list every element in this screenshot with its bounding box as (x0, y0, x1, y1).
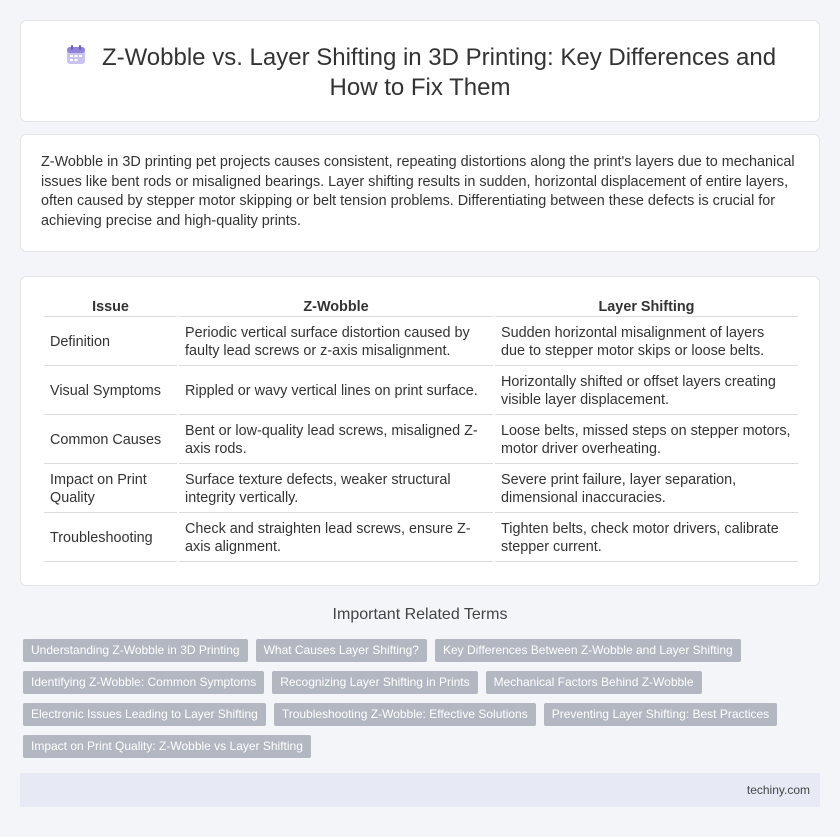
header-issue: Issue (44, 297, 177, 317)
comparison-card (20, 276, 820, 586)
intro-card (20, 134, 820, 252)
related-term-tag[interactable]: Preventing Layer Shifting: Best Practices (544, 703, 777, 726)
table-row (44, 319, 798, 366)
related-term-tag[interactable]: Key Differences Between Z-Wobble and Layer Shifting (435, 639, 741, 662)
z-wobble-cell: Surface texture defects, weaker structural integrity vertically. (179, 466, 493, 513)
layer-shifting-cell: Severe print failure, layer separation, dimensional inaccuracies. (495, 466, 798, 513)
z-wobble-cell: Check and straighten lead screws, ensure Z-axis alignment. (179, 515, 493, 562)
page-title (21, 43, 819, 103)
z-wobble-cell: Periodic vertical surface distortion caused by faulty lead screws or z-axis misalignment. (179, 319, 493, 366)
footer-site-link[interactable]: techiny.com (746, 783, 810, 797)
table-header-row (44, 297, 798, 317)
layer-shifting-cell: Sudden horizontal misalignment of layers due to stepper motor skips or loose belts. (495, 319, 798, 366)
header-layer-shifting: Layer Shifting (495, 297, 798, 317)
row-label: Common Causes (44, 417, 177, 464)
table-row (44, 515, 798, 562)
z-wobble-cell: Bent or low-quality lead screws, misaligned Z-axis rods. (179, 417, 493, 464)
layer-shifting-cell: Loose belts, missed steps on stepper motors, motor driver overheating. (495, 417, 798, 464)
row-label: Definition (44, 319, 177, 366)
related-term-tag[interactable]: What Causes Layer Shifting? (256, 639, 427, 662)
comparison-table (42, 295, 800, 564)
table-row (44, 417, 798, 464)
related-term-tag[interactable]: Understanding Z-Wobble in 3D Printing (23, 639, 248, 662)
related-term-tag[interactable]: Impact on Print Quality: Z-Wobble vs Layer Shifting (23, 735, 311, 758)
title-line-1: Z-Wobble vs. Layer Shifting in 3D Printing: Key Differences and (101, 44, 777, 71)
layer-shifting-cell: Horizontally shifted or offset layers creating visible layer displacement. (495, 368, 798, 415)
related-term-tag[interactable]: Electronic Issues Leading to Layer Shifting (23, 703, 266, 726)
footer (20, 773, 820, 807)
intro-paragraph: Z-Wobble in 3D printing pet projects causes consistent, repeating distortions along the print's layers due to mechanical issues like bent rods or misaligned bearings. Layer shifting results in sudden, horizontal displacement of entire layers, often caused by stepper motor skipping or belt tension problems. Differentiating between these defects is crucial for achieving precise and high-quality prints. (41, 154, 795, 229)
row-label: Troubleshooting (44, 515, 177, 562)
related-term-tag[interactable]: Mechanical Factors Behind Z-Wobble (486, 671, 702, 694)
title-line-2: How to Fix Them (329, 74, 511, 101)
related-terms-list (23, 639, 813, 767)
layer-shifting-cell: Tighten belts, check motor drivers, calibrate stepper current. (495, 515, 798, 562)
z-wobble-cell: Rippled or wavy vertical lines on print surface. (179, 368, 493, 415)
header-z-wobble: Z-Wobble (179, 297, 493, 317)
row-label: Impact on Print Quality (44, 466, 177, 513)
table-row (44, 368, 798, 415)
related-term-tag[interactable]: Recognizing Layer Shifting in Prints (272, 671, 477, 694)
related-term-tag[interactable]: Troubleshooting Z-Wobble: Effective Solutions (274, 703, 536, 726)
table-row (44, 466, 798, 513)
row-label: Visual Symptoms (44, 368, 177, 415)
calendar-icon (64, 43, 88, 67)
related-term-tag[interactable]: Identifying Z-Wobble: Common Symptoms (23, 671, 264, 694)
title-card (20, 20, 820, 122)
related-terms-heading: Important Related Terms (332, 606, 508, 623)
